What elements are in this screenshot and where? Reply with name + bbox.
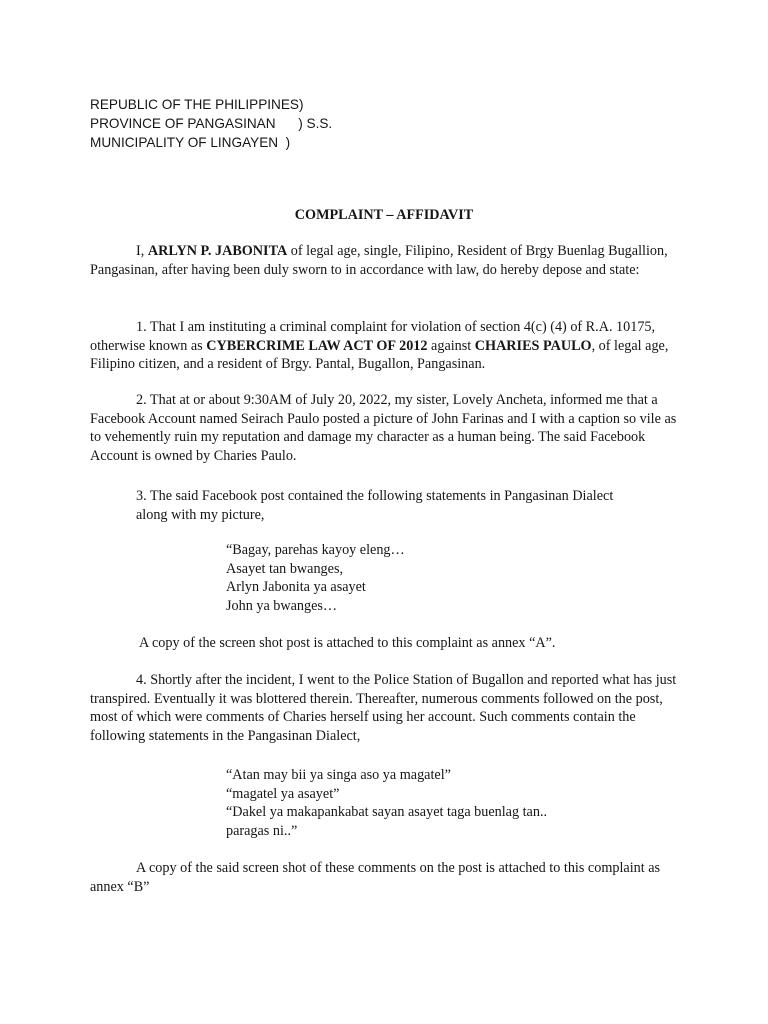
venue-line-province: PROVINCE OF PANGASINAN ) S.S. xyxy=(90,116,333,131)
law-name: CYBERCRIME LAW ACT OF 2012 xyxy=(206,337,428,354)
paragraph-2 xyxy=(90,391,680,465)
facebook-post-quote xyxy=(226,541,405,615)
annex-b-text: A copy of the said screen shot of these comments on the post is attached to this complaint as annex “B” xyxy=(90,860,661,895)
comments-quote xyxy=(226,766,547,840)
quote-line: Asayet tan bwanges, xyxy=(226,560,344,577)
paragraph-3 xyxy=(90,487,680,524)
quote-line: “Dakel ya makapankabat sayan asayet taga buenlag tan.. xyxy=(226,804,548,821)
venue-line-republic: REPUBLIC OF THE PHILIPPINES) xyxy=(90,97,304,112)
p3-line-2: along with my picture, xyxy=(136,506,265,523)
quote-line: paragas ni..” xyxy=(226,822,298,839)
paragraph-1 xyxy=(90,318,680,374)
quote-line: “magatel ya asayet” xyxy=(226,785,340,802)
p2-text: 2. That at or about 9:30AM of July 20, 2022, my sister, Lovely Ancheta, informed me that a Facebook Account named Seirach Paulo posted a picture of John Farinas and I with a caption so vile as to vehemently ruin my reputation and damage my character as a human being. The said Facebook Account is owned by Charies Paulo. xyxy=(90,392,677,464)
venue-line-municipality: MUNICIPALITY OF LINGAYEN ) xyxy=(90,135,291,150)
quote-line: John ya bwanges… xyxy=(226,597,338,614)
p4-text: 4. Shortly after the incident, I went to the Police Station of Bugallon and reported what has just transpired. Eventually it was blottered therein. Thereafter, numerous comments followed on the post, most of which were comments of Charies herself using her account. Such comments contain the following statements in the Pangasinan Dialect, xyxy=(90,672,677,744)
p1-text-b: against xyxy=(427,337,475,354)
document-title: COMPLAINT – AFFIDAVIT xyxy=(294,207,474,223)
intro-rest: of legal age, single, Filipino, Resident of Brgy Buenlag Bugallion, Pangasinan, after having been duly sworn to in accordance with law, do hereby depose and state: xyxy=(90,243,668,278)
p1-text-a: 1. That I am instituting a criminal complaint for violation of section 4(c) (4) of R.A. 10175, otherwise known as xyxy=(90,319,656,354)
annex-a-note: A copy of the screen shot post is attached to this complaint as annex “A”. xyxy=(139,635,556,651)
quote-line: Arlyn Jabonita ya asayet xyxy=(226,579,366,596)
quote-line: “Bagay, parehas kayoy eleng… xyxy=(226,542,405,558)
quote-line: “Atan may bii ya singa aso ya magatel” xyxy=(226,767,451,783)
intro-start: I, xyxy=(136,243,148,259)
p3-line-1: 3. The said Facebook post contained the following statements in Pangasinan Dialect xyxy=(136,488,614,504)
affiant-name: ARLYN P. JABONITA xyxy=(147,243,288,259)
p1-text-c: , of legal age, Filipino citizen, and a resident of Brgy. Pantal, Bugallon, Pangasinan. xyxy=(90,337,669,373)
paragraph-4 xyxy=(90,671,680,745)
venue-header xyxy=(90,95,332,152)
intro-paragraph xyxy=(90,242,680,279)
annex-b-note xyxy=(90,859,680,896)
accused-name: CHARIES PAULO xyxy=(474,337,592,354)
